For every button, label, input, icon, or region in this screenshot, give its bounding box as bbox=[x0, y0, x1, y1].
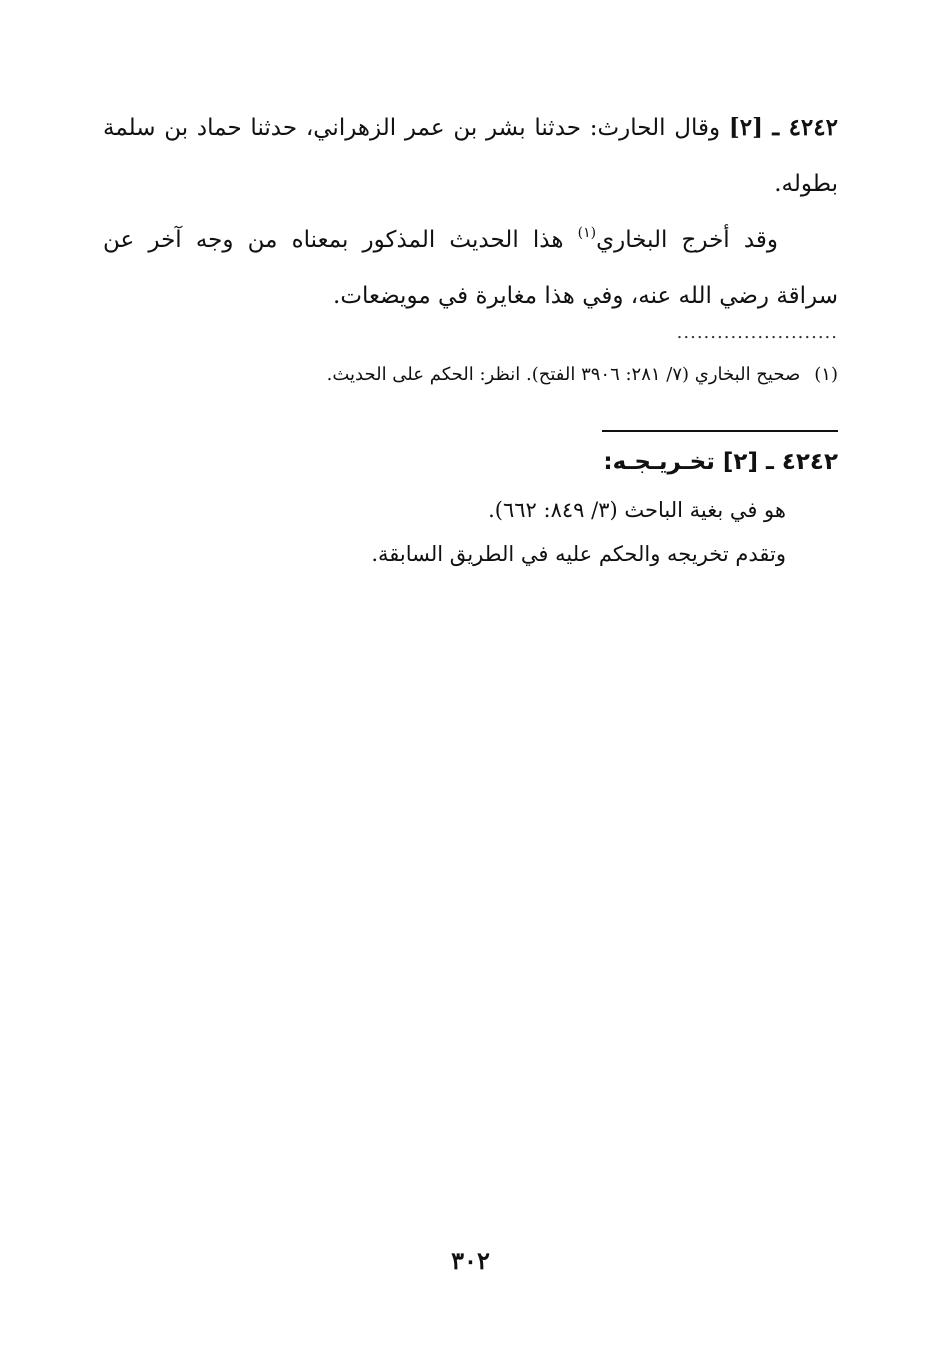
footnote-number: (١) bbox=[814, 364, 838, 385]
footnote-text: صحيح البخاري (٧/ ٢٨١: ٣٩٠٦ الفتح). انظر: الحكم على الحديث. bbox=[326, 364, 801, 385]
takhrij-line-1: هو في بغية الباحث (٣/ ٨٤٩: ٦٦٢). bbox=[488, 498, 786, 522]
footnote-reference: (١) bbox=[577, 225, 597, 241]
main-text-block bbox=[103, 100, 838, 324]
section-divider bbox=[602, 430, 838, 432]
takhrij-line-2: وتقدم تخريجه والحكم عليه في الطريق السابقة. bbox=[371, 542, 786, 566]
commentary-paragraph bbox=[103, 212, 838, 324]
hadith-text: وقال الحارث: حدثنا بشر بن عمر الزهراني، حدثنا حماد بن سلمة بطوله. bbox=[103, 115, 838, 197]
hadith-number: ٤٢٤٢ ـ [٢] bbox=[728, 114, 838, 141]
hadith-paragraph bbox=[103, 100, 838, 212]
page-number: ٣٠٢ bbox=[451, 1246, 490, 1275]
takhrij-body bbox=[106, 488, 786, 576]
footnote-separator-dots: ........................ bbox=[676, 322, 838, 342]
footnote bbox=[103, 360, 838, 390]
commentary-text-start: وقد أخرج البخاري bbox=[596, 227, 778, 253]
commentary-text-end: هذا الحديث المذكور بمعناه من وجه آخر عن سراقة رضي الله عنه، وفي هذا مغايرة في مويضعات. bbox=[103, 227, 838, 309]
takhrij-heading: ٤٢٤٢ ـ [٢] تخـريـجـه: bbox=[603, 449, 838, 475]
